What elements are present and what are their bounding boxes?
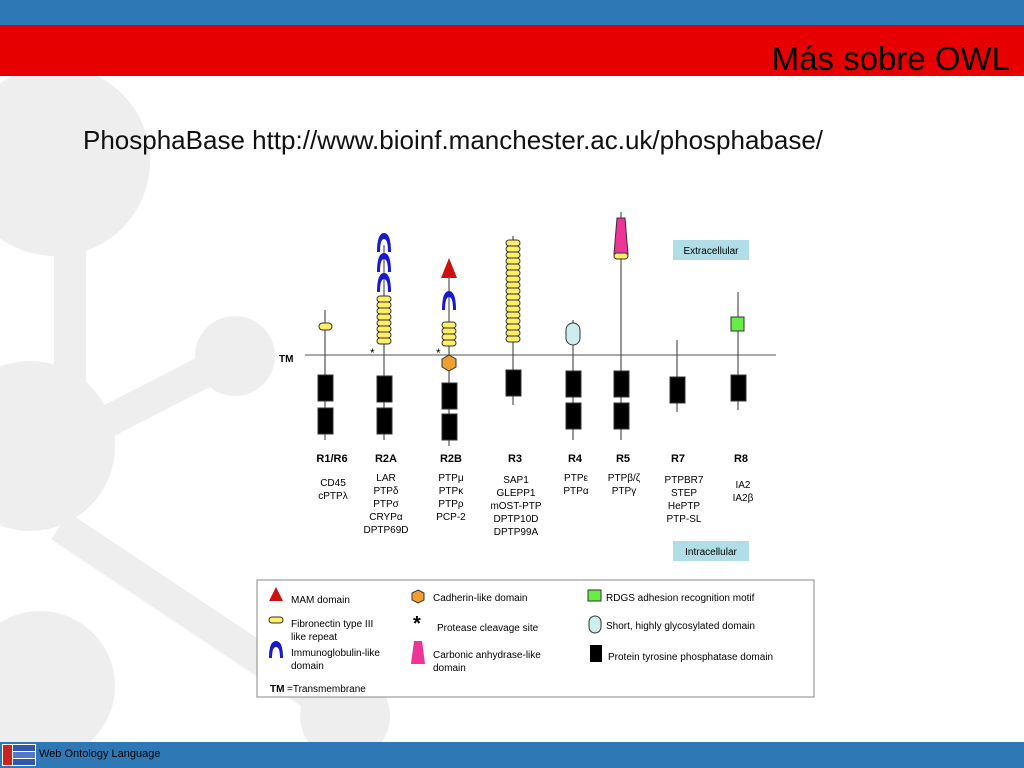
- extracellular-label: Extracellular: [683, 246, 739, 257]
- family-name-r4: R4: [567, 453, 583, 465]
- legend-ig-line1: Immunoglobulin-like: [291, 648, 380, 659]
- legend-protease: Protease cleavage site: [437, 623, 539, 634]
- member-r3-4: DPTP10D: [493, 514, 539, 525]
- owl-logo-icon: [2, 744, 36, 766]
- legend-ptp: Protein tyrosine phosphatase domain: [608, 652, 774, 663]
- member-r2a-1: LAR: [376, 473, 396, 484]
- receptor-r5: [614, 212, 629, 440]
- family-name-r8: R8: [733, 453, 749, 465]
- legend-ig-line2: domain: [291, 661, 324, 672]
- member-r8-2: IA2β: [732, 493, 754, 504]
- family-name-r1r6: R1/R6: [316, 453, 348, 465]
- family-name-r2b: R2B: [439, 453, 463, 465]
- member-r8-1: IA2: [735, 480, 751, 491]
- legend-glyco: Short, highly glycosylated domain: [606, 621, 755, 632]
- fn3-icon: [269, 617, 283, 623]
- member-r2a-5: DPTP69D: [363, 525, 409, 536]
- member-r3-3: mOST-PTP: [490, 501, 542, 512]
- member-r2a-2: PTPδ: [373, 486, 399, 497]
- member-r2b-1: PTPμ: [438, 473, 464, 484]
- receptor-r2b: [441, 258, 457, 446]
- protease-star-icon: *: [413, 613, 421, 635]
- receptor-r3: [506, 236, 521, 405]
- phosphabase-subtitle: PhosphaBase http://www.bioinf.manchester.ac.uk/phosphabase/: [83, 125, 824, 155]
- member-r7-4: PTP-SL: [666, 514, 702, 525]
- legend-tm-bold: TM: [270, 684, 285, 695]
- member-r1r6-1: CD45: [320, 478, 346, 489]
- protease-star-r2a: *: [370, 346, 375, 360]
- footer-text: Web Ontology Language: [39, 748, 161, 760]
- member-r7-3: HePTP: [667, 501, 701, 512]
- receptor-r8: [731, 292, 746, 410]
- member-r5-2: PTPγ: [611, 486, 637, 497]
- receptor-r4: [566, 320, 581, 440]
- member-r3-1: SAP1: [503, 475, 529, 486]
- family-name-r5: R5: [615, 453, 631, 465]
- member-r3-5: DPTP99A: [493, 527, 539, 538]
- legend-mam: MAM domain: [291, 595, 350, 606]
- receptor-r1r6: [318, 310, 333, 440]
- member-r3-2: GLEPP1: [496, 488, 536, 499]
- receptor-r7: [670, 340, 685, 412]
- family-name-r2a: R2A: [374, 453, 398, 465]
- legend-carbonic-line1: Carbonic anhydrase-like: [433, 650, 541, 661]
- member-r2b-3: PTPρ: [438, 499, 464, 510]
- protease-star-r2b: *: [436, 346, 441, 360]
- family-name-r3: R3: [507, 453, 523, 465]
- tm-label: TM: [279, 354, 294, 365]
- member-r7-2: STEP: [670, 488, 698, 499]
- legend-cadherin: Cadherin-like domain: [433, 593, 528, 604]
- legend-fn3-line2: like repeat: [291, 632, 338, 643]
- rdgs-icon: [588, 590, 601, 601]
- member-r2b-2: PTPκ: [438, 486, 464, 497]
- family-name-r7: R7: [670, 453, 686, 465]
- intracellular-label: Intracellular: [685, 547, 737, 558]
- receptor-r2a: [377, 233, 392, 440]
- cadherin-icon: [412, 590, 424, 603]
- ptp-icon: [590, 645, 602, 662]
- member-r1r6-2: cPTPλ: [318, 491, 348, 502]
- legend-rdgs: RDGS adhesion recognition motif: [606, 593, 755, 604]
- member-r7-1: PTPBR7: [664, 475, 704, 486]
- member-r4-2: PTPα: [563, 486, 589, 497]
- member-r2a-4: CRYPα: [369, 512, 403, 523]
- legend-fn3-line1: Fibronectin type III: [291, 619, 374, 630]
- slide-title: Más sobre OWL: [771, 40, 1010, 77]
- member-r2b-4: PCP-2: [436, 512, 466, 523]
- legend-tm-rest: =Transmembrane: [287, 684, 366, 695]
- glyco-icon: [589, 616, 601, 633]
- member-r2a-3: PTPσ: [373, 499, 399, 510]
- legend-carbonic-line2: domain: [433, 663, 466, 674]
- legend: [257, 580, 814, 697]
- member-r5-1: PTPβ/ζ: [607, 473, 641, 484]
- member-r4-1: PTPε: [564, 473, 588, 484]
